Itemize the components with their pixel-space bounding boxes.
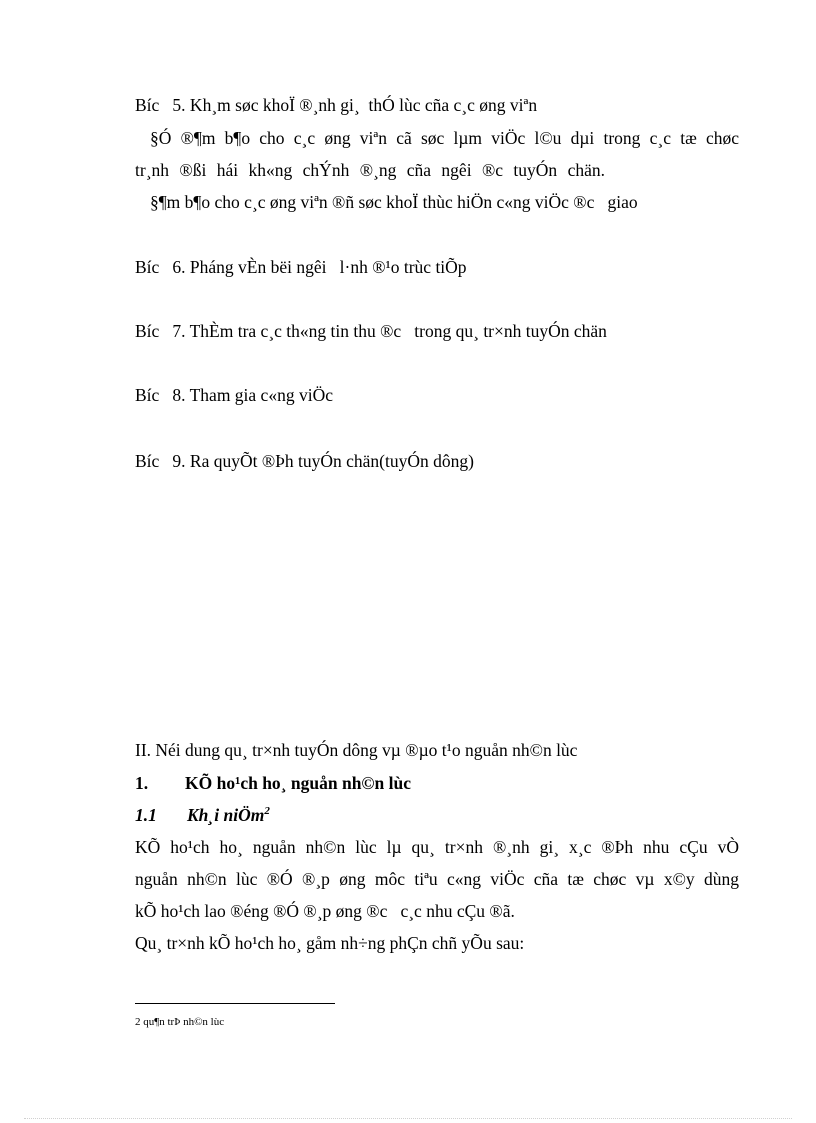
footnote (135, 1015, 224, 1029)
step-5-paragraph-2: §¶m b¶o cho c¸c øng viªn ®ñ søc khoÏ thùc hiÖn c«ng viÖc ®c giao (150, 192, 638, 212)
heading-1 (135, 772, 411, 794)
footnote-reference[interactable]: 2 (264, 805, 270, 817)
section-2-title: II. Néi dung qu¸ tr×nh tuyÓn dông vµ ®µo t¹o nguån nh©n lùc (135, 740, 578, 760)
step-9-heading: Bíc 9. Ra quyÕt ®Þh tuyÓn chän(tuyÓn dông) (135, 451, 474, 471)
heading-1-text: KÕ ho¹ch ho¸ nguån nh©n lùc (185, 773, 411, 793)
body-paragraph-line-2: nguån nh©n lùc ®Ó ®¸p øng môc tiªu c«ng viÖc cña tæ chøc vµ x©y dùng (135, 869, 739, 889)
body-paragraph-line-1: KÕ ho¹ch ho¸ nguån nh©n lùc lµ qu¸ tr×nh ®¸nh gi¸ x¸c ®Þh nhu cÇu vÒ (135, 837, 739, 857)
step-7-heading: Bíc 7. ThÈm tra c¸c th«ng tin thu ®c trong qu¸ tr×nh tuyÓn chän (135, 321, 607, 341)
step-8-heading: Bíc 8. Tham gia c«ng viÖc (135, 385, 333, 405)
footnote-separator (135, 1003, 335, 1004)
footnote-text: qu¶n trÞ nh©n lùc (143, 1016, 225, 1028)
step-5-heading: Bíc 5. Kh¸m søc khoÏ ®¸nh gi¸ thÓ lùc cña c¸c øng viªn (135, 95, 538, 115)
heading-1-number: 1. (135, 773, 149, 793)
step-5-paragraph-line-2: tr¸nh ®ßi hái kh«ng chÝnh ®¸ng cña ngêi ®c tuyÓn chän. (135, 160, 605, 180)
page-bottom-border (24, 1118, 792, 1119)
step-6-heading: Bíc 6. Pháng vÈn bëi ngêi l·nh ®¹o trùc tiÕp (135, 257, 467, 277)
footnote-marker: 2 (135, 1016, 141, 1028)
heading-1-1 (135, 804, 270, 826)
body-paragraph-line-3: kÕ ho¹ch lao ®éng ®Ó ®¸p øng ®c c¸c nhu cÇu ®ã. (135, 901, 515, 921)
heading-1-1-number: 1.1 (135, 805, 157, 825)
heading-1-1-text: Kh¸i niÖm (187, 805, 265, 825)
step-5-paragraph-line-1: §Ó ®¶m b¶o cho c¸c øng viªn cã søc lµm viÖc l©u dµi trong c¸c tæ chøc (150, 128, 739, 148)
body-paragraph-2: Qu¸ tr×nh kÕ ho¹ch ho¸ gåm nh÷ng phÇn chñ yÕu sau: (135, 933, 525, 953)
